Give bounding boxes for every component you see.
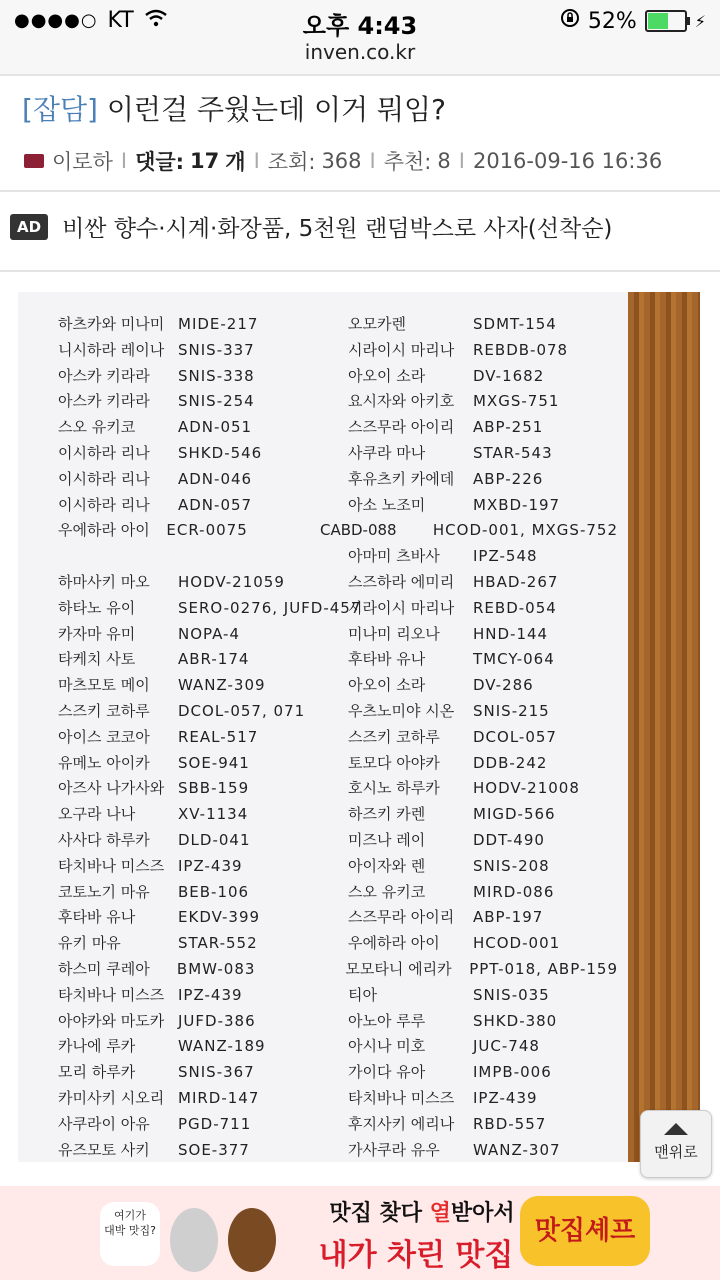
actress-name: 니시하라 레이나 (58, 340, 165, 359)
list-row (58, 931, 618, 957)
divider (0, 270, 720, 272)
actress-name: 스오 유키코 (58, 418, 136, 437)
actress-name: 우에하라 아이 (58, 521, 150, 540)
actress-name: 스즈무라 아이리 (348, 908, 455, 927)
code: RBD-557 (473, 1114, 547, 1133)
bubble-line-1: 여기가 (114, 1209, 146, 1222)
code: WANZ-189 (178, 1037, 266, 1056)
banner-logo: 맛집셰프 (520, 1196, 650, 1266)
code: TMCY-064 (473, 650, 555, 669)
views-label: 조회: (267, 150, 316, 174)
rotation-lock-icon (560, 8, 580, 34)
code: XV-1134 (178, 805, 249, 824)
actress-name: 아마미 츠바사 (348, 547, 440, 566)
code (178, 544, 348, 570)
speech-bubble (100, 1202, 160, 1266)
code: MXBD-197 (473, 495, 561, 514)
code: ADN-051 (178, 418, 253, 437)
code: WANZ-307 (473, 1140, 561, 1159)
list-row (58, 415, 618, 441)
actress-name: 티아 (348, 985, 377, 1004)
actress-name: 카미사키 시오리 (58, 1088, 165, 1107)
battery-icon (645, 10, 687, 32)
code: SHKD-380 (473, 1011, 558, 1030)
code: MIRD-147 (178, 1088, 260, 1107)
banner-ad[interactable] (0, 1186, 720, 1280)
code: HCOD-001, MXGS-752 (432, 521, 618, 540)
banner-line-1-hot: 열 (429, 1201, 451, 1226)
actress-name: 이시하라 리나 (58, 443, 150, 462)
actress-name: 가사쿠라 유우 (348, 1140, 440, 1159)
actress-name: 타치바나 미스즈 (348, 1088, 455, 1107)
actress-name: 타케치 사토 (58, 650, 136, 669)
banner-line-1-b: 받아서 (450, 1201, 515, 1226)
list-row (58, 828, 618, 854)
status-bar (0, 0, 720, 40)
code: SBB-159 (178, 779, 250, 798)
code: REBDB-078 (473, 340, 569, 359)
list-row (58, 1086, 618, 1112)
comments-count: 17 (190, 149, 220, 173)
code: HND-144 (473, 624, 549, 643)
code: JUFD-386 (178, 1011, 256, 1030)
actress-name: 후타바 유나 (58, 908, 136, 927)
list-row (58, 673, 618, 699)
list-row (58, 1060, 618, 1086)
list-row (58, 905, 618, 931)
actress-name: 유키 마유 (58, 934, 121, 953)
actress-name: 미나미 리오나 (348, 624, 440, 643)
recommend-label: 추천: (383, 150, 432, 174)
code: BMW-083 (176, 959, 256, 978)
author-level-icon (24, 154, 44, 168)
list-row (58, 802, 618, 828)
clock: 오후 4:43 (302, 12, 418, 40)
post-title (22, 88, 446, 128)
code: IPZ-439 (473, 1088, 538, 1107)
actress-name: 후타바 유나 (348, 650, 426, 669)
scroll-top-label: 맨위로 (654, 1143, 698, 1161)
actress-name (58, 544, 178, 570)
actress-name: 스즈무라 아이리 (348, 418, 455, 437)
code: IPZ-439 (178, 985, 243, 1004)
actress-name: 아노아 루루 (348, 1011, 426, 1030)
code: MIRD-086 (473, 882, 555, 901)
code: HODV-21008 (473, 779, 580, 798)
code: SNIS-337 (178, 340, 255, 359)
actress-name: 아오이 소라 (348, 366, 426, 385)
actress-name: 사사다 하루카 (58, 830, 150, 849)
banner-line-1-a: 맛집 찾다 (329, 1201, 430, 1226)
wood-background (628, 292, 700, 1162)
post-title-text: 이런걸 주웠는데 이거 뭐임? (106, 93, 446, 126)
ad-badge: AD (10, 214, 48, 240)
code: MIGD-566 (473, 805, 556, 824)
actress-name: 하츠카와 미나미 (58, 315, 165, 333)
actress-name: 요시자와 아키호 (348, 392, 455, 411)
code: ABP-226 (473, 469, 544, 488)
code: SNIS-215 (473, 701, 550, 720)
code: EKDV-399 (178, 908, 261, 927)
code: SNIS-208 (473, 856, 550, 875)
actress-name: 우에하라 아이 (348, 934, 440, 953)
code: DCOL-057, 071 (178, 701, 306, 720)
code: STAR-543 (473, 443, 553, 462)
actress-name: 시라이시 마리나 (348, 598, 455, 617)
code: SDMT-154 (473, 315, 557, 333)
post-datetime: 2016-09-16 16:36 (472, 149, 663, 173)
character-icon (228, 1208, 276, 1272)
code: SNIS-035 (473, 985, 550, 1004)
list-row (58, 441, 618, 467)
banner-line-2: 내가 차린 맛집 (318, 1238, 514, 1273)
actress-name: CABD-088 (319, 521, 397, 540)
actress-name: 후지사키 에리나 (348, 1114, 455, 1133)
actress-name: 카나에 루카 (58, 1037, 136, 1056)
code: SNIS-338 (178, 366, 255, 385)
actress-name: 아소 노조미 (348, 495, 426, 514)
actress-name: 이시하라 리나 (58, 495, 150, 514)
code: IPZ-548 (473, 547, 538, 566)
code: IMPB-006 (473, 1063, 552, 1082)
ad-text[interactable]: 비싼 향수·시계·화장품, 5천원 랜덤박스로 사자(선착순) (62, 216, 613, 242)
paper-sheet (18, 292, 628, 1162)
code: WANZ-309 (178, 676, 266, 695)
actress-name: 모모타니 에리카 (345, 959, 452, 978)
post-meta: 이로하 I 댓글: 17 개 I 조회: 368 I 추천: 8 I 2016-09-16 16:36 (24, 146, 662, 176)
list-row (58, 751, 618, 777)
code: SOE-377 (178, 1140, 250, 1159)
character-icon (170, 1208, 218, 1272)
actress-name: 아이자와 렌 (348, 856, 426, 875)
actress-name: 스즈키 코하루 (58, 701, 150, 720)
actress-name: 가이다 유아 (348, 1063, 426, 1082)
arrow-up-icon (664, 1123, 688, 1135)
code: HODV-21059 (178, 572, 285, 591)
actress-name: 하즈키 카렌 (348, 805, 426, 824)
actress-name: 아스카 키라라 (58, 366, 150, 385)
list-row (58, 699, 618, 725)
actress-name: 토모다 아야카 (348, 753, 440, 772)
list-row (58, 1112, 618, 1138)
list-row (58, 570, 618, 596)
code: SERO-0276, JUFD-457 (178, 598, 362, 617)
ad-line[interactable] (10, 210, 612, 243)
code: ABR-174 (178, 650, 250, 669)
post-category[interactable]: [잡담] (22, 93, 98, 126)
actress-name: 마츠모토 메이 (58, 676, 150, 695)
actress-name: 스오 유키코 (348, 882, 426, 901)
charging-icon: ⚡ (694, 11, 706, 31)
code: BEB-106 (178, 882, 250, 901)
actress-name: 호시노 하루카 (348, 779, 440, 798)
carrier-label: KT (107, 8, 134, 33)
views-count: 368 (321, 149, 362, 173)
handwritten-list (58, 312, 618, 1162)
actress-name: 시라이시 마리나 (348, 340, 455, 359)
code: DV-286 (473, 676, 534, 695)
actress-name: 스즈하라 에미리 (348, 572, 455, 591)
actress-name: 이시하라 리나 (58, 469, 150, 488)
actress-name: 오모카렌 (348, 315, 406, 333)
code: DV-1682 (473, 366, 545, 385)
actress-name: 유즈모토 사키 (58, 1140, 150, 1159)
actress-name: 아오이 소라 (348, 676, 426, 695)
code: REBD-054 (473, 598, 557, 617)
code: STAR-552 (178, 934, 258, 953)
actress-name: 모리 하루카 (58, 1063, 136, 1082)
list-row (58, 596, 618, 622)
actress-name: 아시나 미호 (348, 1037, 426, 1056)
code: PPT-018, ABP-159 (469, 959, 618, 978)
code: ABP-251 (473, 418, 544, 437)
code: SHKD-546 (178, 443, 263, 462)
code: ADN-046 (178, 469, 253, 488)
actress-name: 아야카와 마도카 (58, 1011, 165, 1030)
actress-name: 타치바나 미스즈 (58, 856, 165, 875)
code: DCOL-057 (473, 727, 557, 746)
address-bar[interactable]: inven.co.kr (0, 40, 720, 74)
code: HBAD-267 (473, 572, 559, 591)
actress-name: 아이스 코코아 (58, 727, 150, 746)
code: MXGS-751 (473, 392, 560, 411)
code: REAL-517 (178, 727, 259, 746)
list-row (58, 725, 618, 751)
actress-name: 사쿠라 마나 (348, 443, 426, 462)
actress-name: 스즈키 코하루 (348, 727, 440, 746)
list-row (58, 467, 618, 493)
list-row (58, 983, 618, 1009)
list-row (58, 1009, 618, 1035)
scroll-top-button[interactable] (640, 1110, 712, 1178)
actress-name: 하타노 유이 (58, 598, 136, 617)
actress-name: 아스카 키라라 (58, 392, 150, 411)
list-row (58, 776, 618, 802)
recommend-count: 8 (437, 149, 451, 173)
divider (0, 74, 720, 76)
list-row (58, 544, 618, 570)
actress-name: 미즈나 레이 (348, 830, 426, 849)
actress-name: 아즈사 나가사와 (58, 779, 165, 798)
actress-name: 코토노기 마유 (58, 882, 150, 901)
code: HCOD-001 (473, 934, 561, 953)
code: DLD-041 (178, 830, 251, 849)
code: PGD-711 (178, 1114, 252, 1133)
list-row (58, 518, 618, 544)
list-row (58, 1034, 618, 1060)
comments-unit: 개 (225, 150, 246, 174)
bubble-line-2: 대박 맛집? (104, 1224, 156, 1237)
code: NOPA-4 (178, 624, 241, 643)
list-row (58, 338, 618, 364)
author-name[interactable]: 이로하 (52, 150, 113, 174)
actress-name: 하마사키 마오 (58, 572, 150, 591)
list-row (58, 957, 618, 983)
banner-line-1 (292, 1196, 552, 1227)
list-row (58, 493, 618, 519)
list-row (58, 622, 618, 648)
code: ABP-197 (473, 908, 544, 927)
code: ADN-057 (178, 495, 253, 514)
status-right (560, 8, 706, 34)
code: SNIS-254 (178, 392, 255, 411)
code: SOE-941 (178, 753, 250, 772)
list-row (58, 854, 618, 880)
battery-percent: 52% (587, 8, 637, 34)
comments-label: 댓글: (135, 150, 185, 174)
list-row (58, 312, 618, 338)
list-row (58, 647, 618, 673)
divider (0, 190, 720, 192)
list-row (58, 880, 618, 906)
actress-name: 유메노 아이카 (58, 753, 150, 772)
code: MIDE-217 (178, 315, 259, 333)
code: SNIS-367 (178, 1063, 255, 1082)
list-row (58, 389, 618, 415)
list-row (58, 364, 618, 390)
actress-name: 후유츠키 카에데 (348, 469, 455, 488)
list-row (58, 1138, 618, 1163)
code: IPZ-439 (178, 856, 243, 875)
actress-name: 우츠노미야 시온 (348, 701, 455, 720)
post-image (18, 292, 700, 1162)
code: JUC-748 (473, 1037, 540, 1056)
actress-name: 사쿠라이 아유 (58, 1114, 150, 1133)
code: DDB-242 (473, 753, 548, 772)
actress-name: 하스미 쿠레아 (58, 959, 150, 978)
signal-icon: ●●●●○ (14, 10, 98, 31)
actress-name: 카자마 유미 (58, 624, 136, 643)
actress-name: 오구라 나나 (58, 805, 136, 824)
actress-name: 타치바나 미스즈 (58, 985, 165, 1004)
code: DDT-490 (473, 830, 545, 849)
code: ECR-0075 (166, 521, 248, 540)
